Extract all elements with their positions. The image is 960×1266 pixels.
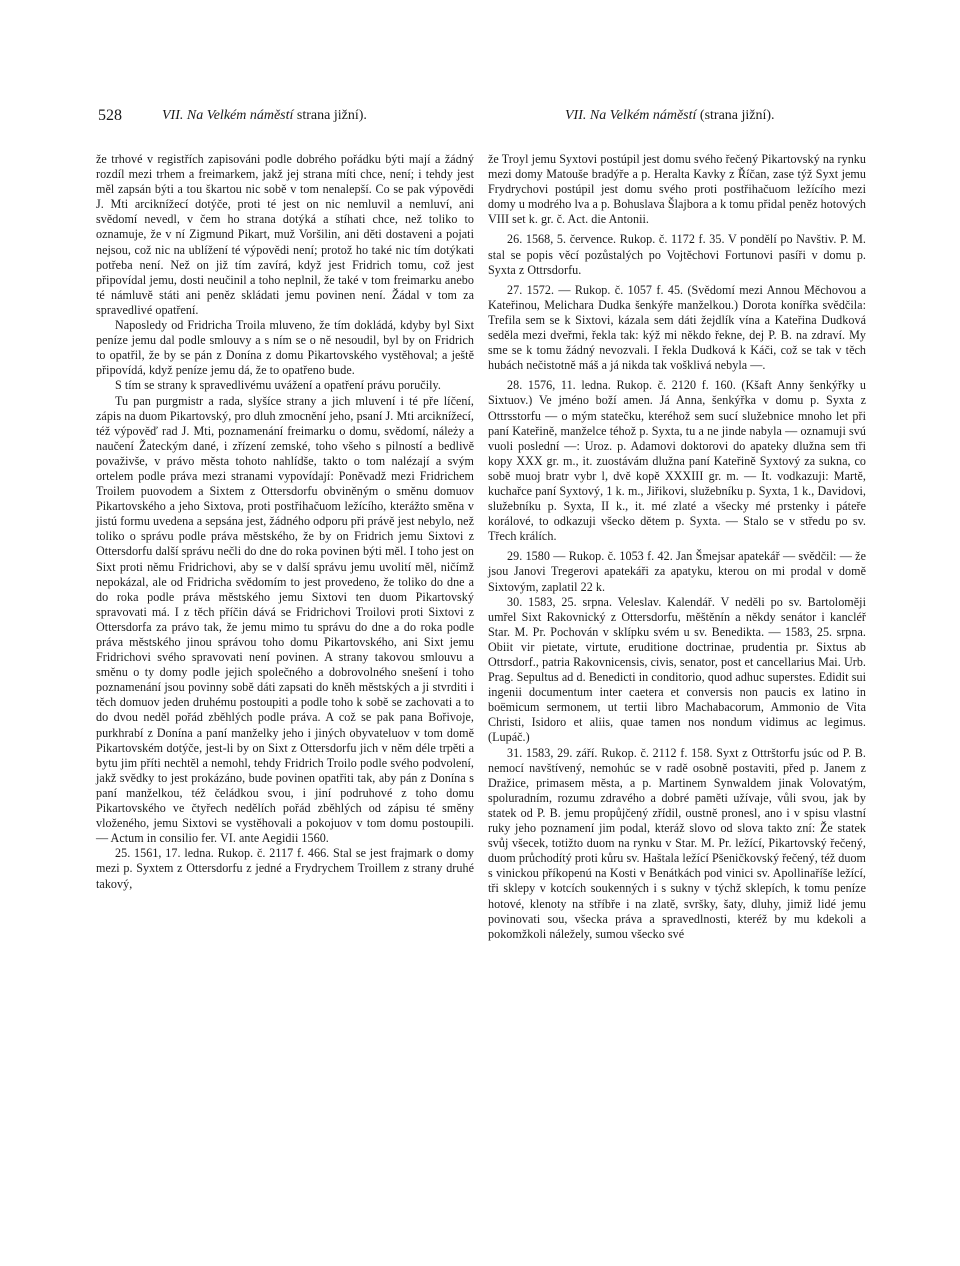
paragraph: že Troyl jemu Syxtovi postúpil jest domu svého řečený Pikartovský na rynku mezi domy Matouše bradýře a p. Heralta Kavky z Říčan, zase týž Syxt jemu Frydrychovi postúpil jest domu svého proti postřihačuom ležícího mezi domy u modrého lva a p. Bohuslava Šlajbora a k tomu přidal peněz hotových VIII set k. gr. č. Act. die Antonii. [488, 152, 866, 227]
entry-31: 31. 1583, 29. září. Rukop. č. 2112 f. 158. Syxt z Ottrštorfu jsúc od P. B. nemocí navštívený, nemohúc se v radě osobně postaviti, před p. Janem z Dražice, primasem města, a p. Martinem Synwaldem jinak Volovatým, spoluradním, rozumu zdravého a dobré paměti užívaje, vůli svou, jak by statek od P. B. jemu propůjčený zřídil, oustně pronesl, ano i v spisu vlastní ruky jeho poznamení jim podal, kteráž slovo od slova takto zní: Že statek svůj všecek, totižto duom na rynku v Star. M. Pr. ležící, Pikartovský řečený, duom průchodítý proti kůru sv. Haštala ležící Pšeničkovský řečený, též duom s vinickou příkopenú na Kosti v Benátkách pod vinici sv. Apollinaříše ležící, tři sklepy v kotcích soukenných i s sukny v týchž sklepích, k tomu peníze hotové, klenoty na stříbře i na zlatě, svršky, šaty, dluhy, jimiž lidé jemu povinovati sou, všecka práva a spravedlnosti, kteréž by mu kdekoli a pokomžkoli náležely, sumou všecko své [488, 745, 866, 941]
page-header [98, 104, 818, 128]
entry-27: 27. 1572. — Rukop. č. 1057 f. 45. (Svědomí mezi Annou Měchovou a Kateřinou, Melichara Dudka šenkýře manželkou.) Dorota konířka svědčila: Trefila sem se k Sixtovi, kázala sem dáti žejdlík vína a Kateřina Dudková seděla mezi dveřmi, řekla tak: kýž mi někdo řekne, dej P. B. na zdraví. My sme se k tomu žádný nevozvali. I řekla Dudková k Káči, což se tak v těch hubách nečistotně máš a já nikda tak vošklivá nebyla —. [488, 282, 866, 373]
paragraph: že trhové v registřích zapisováni podle dobrého pořádku býti mají a žádný rozdíl mezi trhem a freimarkem, jakž jej strana míti chce, není; i tehdy jest měl zapsán býti a tou škartou nic sobě v tom nenalepší. Co se pak výpovědi J. Mti arciknížecí dotýče, proti té jest on nic nemluvil a nemluví, ani svědomí nevedl, v čem ho strana dotýká a stíhati chce, než toliko to oznamuje, že v ní Zigmund Pikart, muž Voršilin, ani děti dostaveni a pojati nejsou, což nic na ublížení té výpovědi není; protož ho také nic tím dotýkati potřeba není. Než on již tím zavírá, když jest Fridrich tomu, což jest připovídal jemu, dosti neučinil a toho neplnil, že také v tom freimarku anebo té námluvě státi ani peněz skládati jemu povinen není. Žádal v tom za spravedlivé opatření. [96, 152, 474, 317]
left-text-column [96, 152, 474, 892]
running-title-left-rest: strana jižní). [296, 108, 367, 123]
entry-26: 26. 1568, 5. července. Rukop. č. 1172 f. 35. V pondělí po Navštiv. P. M. stal se popis věcí pozůstalých po Vojtěchovi Fortunovi pasíři v domu p. Syxta z Ottrsdorfu. [488, 232, 866, 277]
paragraph: Tu pan purgmistr a rada, slyšíce strany a jich mluvení i té pře líčení, zápis na duom Pikartovský, pro dluh zmocnění jeho, psaní J. Mti arciknížecí, též výpověď rad J. Mti, poznamenání freimarku o domu, svědomí, náleży a naučení Žateckým dané, i zřízení zemské, toho všeho s pilností a bedlivě považivše, v právo města tohoto nahlídše, takto o tom nalézají a svým ortelem podle práva mezi stranami vypovídají: Poněvadž mezi Fridrichem Troilem puovodem a Sixtem z Ottersdorfu obviněným o směnu domuov Pikartovského a jeho Sixtova, proti postřihačuom ležícího, kterážto směna v jistú formu uvedena a sepsána jest, žádného odporu při právě jest nebylo, než toliko o správu podle práva městského, že by on Fridrich jemu Sixtovi z Ottersdorfu další správu nečli do dne do roka povinen býti měl. I toho jest on Sixt proti němu Fridrichovi, aby se v další správu jemu uvolití měl, ničímž nepokázal, ale od Fridricha svědomím to jest provedeno, že toliko do dne a do roka podle práva městského jemu Sixtovi ten duom Pikartovský spravovati má. I z těch příčin dává se Fridrichovi Troilovi proti Sixtovi z Ottersdorfa za právo tak, že jemu mimo tu správu do dne a do roka podle práva městského jinou správou toho domu Pikartovského, ani Sixt jemu Fridrichovi svého spravovati není povinen. A strany takovou smlouvu a směnu o ty domy podle jejich společného a dobrovolného snešení i toho poznamenání jsou povinny sobě dáti zapsati do kněh městských a ji stvrditi i těch domuov jeden druhému postoupiti a podle toho k sobě se zachovati a to do dvou neděl pořád zběhlých podle práva. A což se pak pana Bořivoje, purkhrabí z Donína a paní manželky jeho i jiných obyvateluov v tom domě Pikartovském dotýče, jest-li by on Sixt z Ottersdorfu jich v něm déle trpěti a bytu jim příti nechtěl a nemohl, tehdy Fridrich Troilo podle svého podvolení, jakž svědky to jest prokázáno, bude povinen opatřiti tak, aby pán z Donína s paní manželkou, též čeládkou svou, i jiní podruhové z toho domu Pikartovského ve čtyřech nedělích pořád zběhlých od zápisu té směny vloženého, jemu Sixtovi se vystěhovali a pokojuov v tom domu postoupili. — Actum in consilio fer. VI. ante Aegidii 1560. [96, 393, 474, 846]
running-title-right-italic: VII. Na Velkém náměstí [565, 108, 697, 123]
running-title-left [162, 104, 367, 128]
right-text-column [488, 152, 866, 942]
paragraph: S tím se strany k spravedlivému uvážení a opatření právu poručily. [115, 378, 441, 393]
running-title-left-italic: VII. Na Velkém náměstí [162, 108, 294, 123]
page-number: 528 [98, 107, 122, 124]
entry-30: 30. 1583, 25. srpna. Veleslav. Kalendář. V neděli po sv. Bartoloměji umřel Sixt Rakovnický z Ottersdorfu, měštěnín a někdy senátor i kancléř Star. M. Pr. Pochován v sklípku svém u sv. Benedikta. — 1583, 25. srpna. Obiit vir pietate, virtute, eruditione doctrinae, prudentia pr. Sixtus ab Ottrsdorf., patria Rakovnicensis, civis, senator, post et cancellarius Mai. Urb. Prag. Sepultus ad d. Benedicti in conditorio, quod adhuc superstes. Edidit sui ingenii documentum inter caetera et conversis non paucis ex latino in boëmicum sermonem, ut tertii libro Machabacorum, Ammonio de Vita Christi, Isidoro et aliis, quae tamen nos nondum vidimus ac legimus. (Lupáč.) [488, 594, 866, 745]
running-title-right-rest: (strana jižní). [699, 108, 775, 123]
entry-25: 25. 1561, 17. ledna. Rukop. č. 2117 f. 466. Stal se jest frajmark o domy mezi p. Syxtem z Ottersdorfu z jedné a Frydrychem Troillem z strany druhé takový, [96, 846, 474, 891]
entry-28: 28. 1576, 11. ledna. Rukop. č. 2120 f. 160. (Kšaft Anny šenkýřky u Sixtuov.) Ve jméno boží amen. Já Anna, šenkýřka v domu p. Syxta z Ottrsstorfu — o mým statečku, kteréhož sem sucí služebnice mnoho let při paní Kateřině, manželce téhož p. Syxta, tu a ne jinde nabyla — oznamuji svú vuoli poslední —: Uroz. p. Adamovi doktorovi do apateky dlužna sem tři kopy XXX gr. m., it. zuostávám dlužna paní Kateřině Syxtový za sukna, co sobě muoj bratr vybr l, dvě kopě XXXIII gr. m. — It. vodkazuji: Martě, kuchařce paní Syxtový, 1 k. m., Jiřikovi, služebníku p. Syxta, 1 k., Davidovi, služebníku p. Syxta, II k., it. mé zlaté a všecky mé prstenky i páteře korálové, to odkazuji všecko dětem p. Syxta. — Stalo se v středu po sv. Třech králích. [488, 378, 866, 544]
paragraph: Naposledy od Fridricha Troila mluveno, že tím dokládá, kdyby byl Sixt peníze jemu dal podle smlouvy a s ním se o ně nesoudil, byl by on Fridrich to opatřil, že by se pán z Donína z domu Pikartovského vystěhoval; a ještě připovídá, když peníze jemu dá, že to opatřeno bude. [96, 318, 474, 378]
running-title-right [565, 104, 775, 128]
entry-29: 29. 1580 — Rukop. č. 1053 f. 42. Jan Šmejsar apatekář — svědčil: — že jsou Janovi Tregerovi apatekáři za apatyku, kterou on mi prodal v domě Sixtovým, zaplatil 22 k. [488, 549, 866, 594]
